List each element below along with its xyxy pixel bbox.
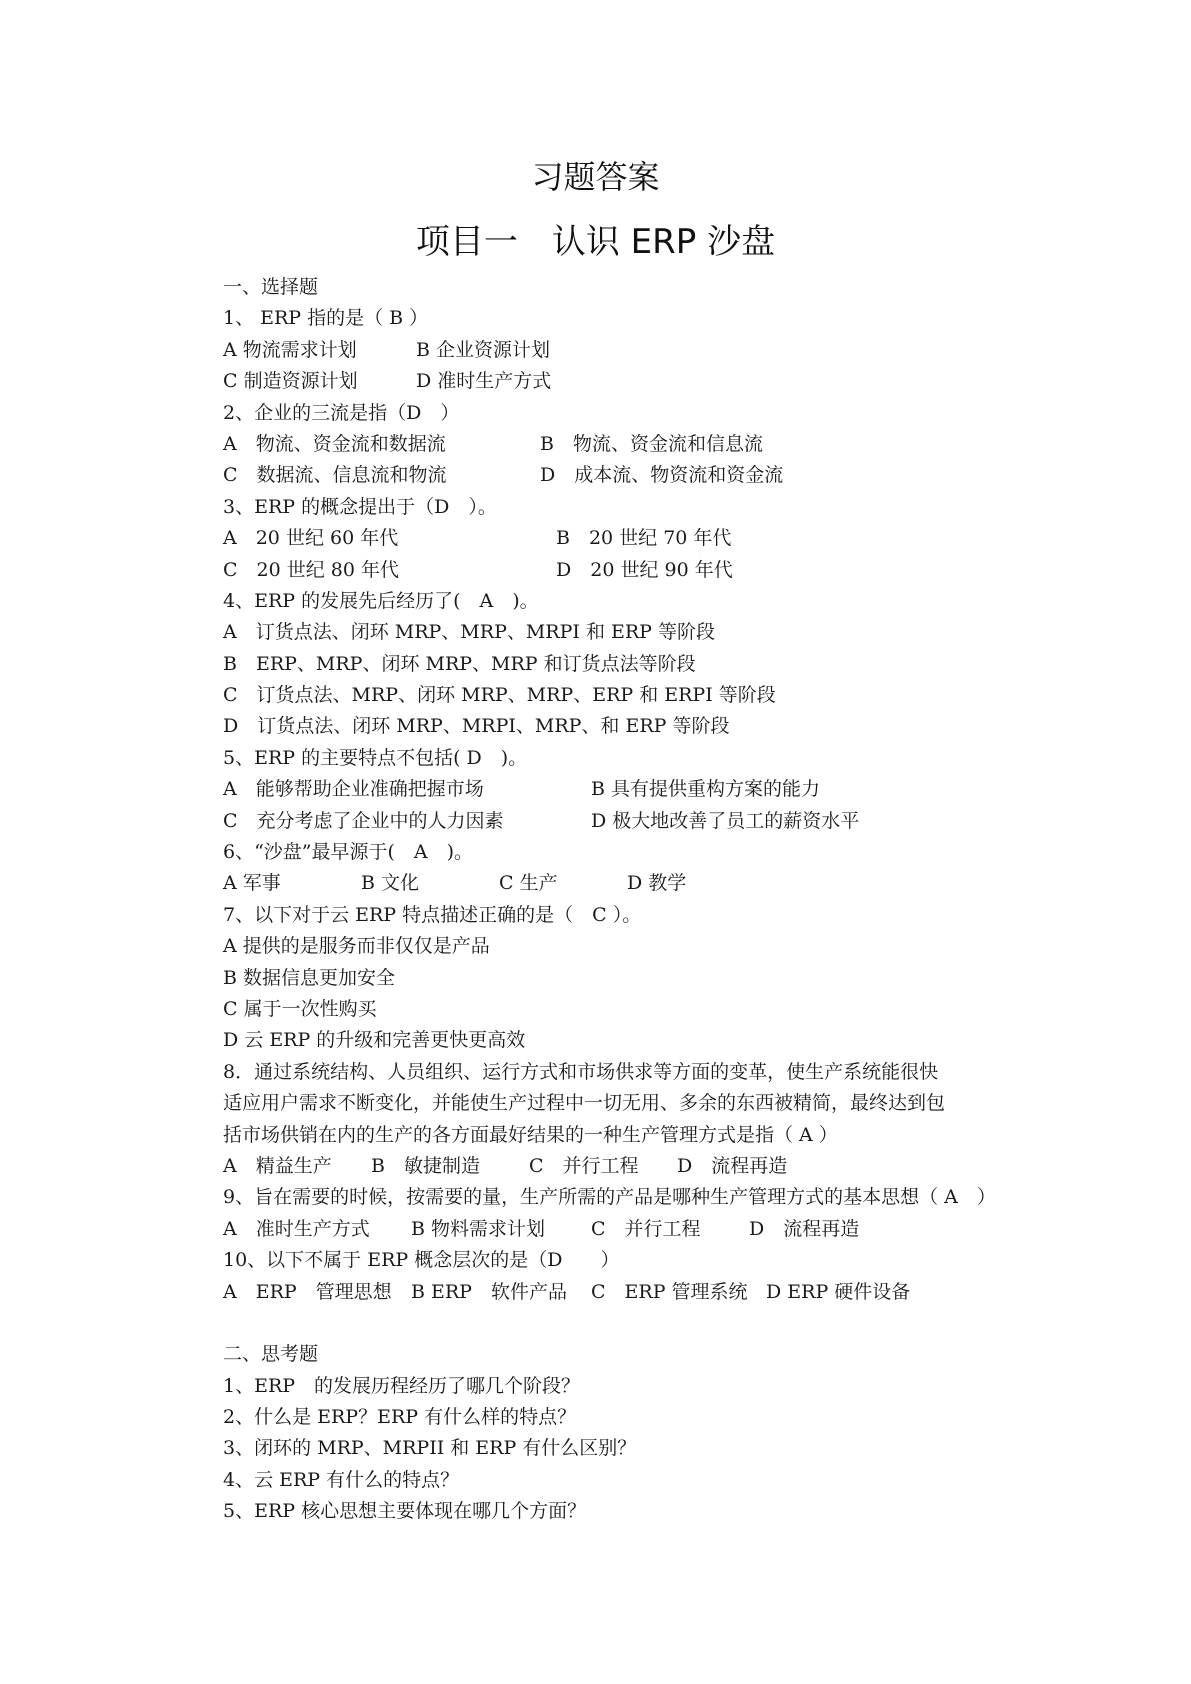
section-heading-thinking: 二、思考题	[223, 1343, 319, 1366]
options-row	[223, 1214, 1023, 1245]
option-text: D 订货点法、闭环 MRP、MRPI、MRP、和 ERP 等阶段	[223, 715, 730, 738]
option-text: A 20 世纪 60 年代	[223, 527, 399, 550]
question-7: 7、以下对于云 ERP 特点描述正确的是（ C ）。	[223, 903, 642, 926]
options-row	[223, 429, 1023, 460]
question-8-line: 适应用户需求不断变化，并能使生产过程中一切无用、多余的东西被精简，最终达到包	[223, 1092, 946, 1115]
option-text: C 并行工程	[591, 1217, 701, 1240]
option-text: D 极大地改善了员工的薪资水平	[591, 809, 860, 832]
question-8-line: 8．通过系统结构、人员组织、运行方式和市场供求等方面的变革，使生产系统能很快	[223, 1060, 939, 1083]
option-text: D ERP 硬件设备	[766, 1280, 911, 1303]
option-text: B 数据信息更加安全	[223, 966, 396, 989]
option-text: C 制造资源计划	[223, 370, 358, 393]
option-text: A ERP 管理思想	[223, 1280, 392, 1303]
option-text: D 流程再造	[749, 1217, 860, 1240]
option-text: A 提供的是服务而非仅仅是产品	[223, 935, 490, 958]
option-text: C ERP 管理系统	[591, 1280, 748, 1303]
option-text: A 精益生产	[223, 1154, 332, 1177]
options-row	[223, 868, 1023, 899]
option-text: C 充分考虑了企业中的人力因素	[223, 809, 504, 832]
option-text: D 流程再造	[677, 1154, 788, 1177]
option-text: D 教学	[627, 872, 687, 895]
option-text: A 能够帮助企业准确把握市场	[223, 778, 484, 801]
spacer	[223, 1308, 1023, 1339]
question-10: 10、以下不属于 ERP 概念层次的是（D ）	[223, 1249, 620, 1272]
thinking-question: 4、云 ERP 有什么的特点？	[223, 1468, 460, 1491]
options-row	[223, 523, 1023, 554]
option-text: B 20 世纪 70 年代	[556, 527, 732, 550]
thinking-question: 3、闭环的 MRP、MRPII 和 ERP 有什么区别？	[223, 1437, 637, 1460]
option-text: D 20 世纪 90 年代	[556, 558, 733, 581]
option-text: C 20 世纪 80 年代	[223, 558, 400, 581]
option-text: A 物流需求计划	[223, 338, 357, 361]
option-text: A 军事	[223, 872, 281, 895]
question-9: 9、旨在需要的时候，按需要的量，生产所需的产品是哪种生产管理方式的基本思想（ A ）	[223, 1186, 996, 1209]
question-1: 1、 ERP 指的是（ B ）	[223, 307, 429, 330]
option-text: A 准时生产方式	[223, 1217, 370, 1240]
option-text: B 具有提供重构方案的能力	[591, 778, 821, 801]
options-row	[223, 1277, 1023, 1308]
document-title: 习题答案	[531, 158, 660, 196]
option-text: C 生产	[499, 872, 558, 895]
question-8-line: 括市场供销在内的生产的各方面最好结果的一种生产管理方式是指（ A ）	[223, 1123, 838, 1146]
option-text: C 数据流、信息流和物流	[223, 464, 447, 487]
option-text: D 成本流、物资流和资金流	[540, 464, 784, 487]
option-text: C 属于一次性购买	[223, 997, 377, 1020]
option-text: C 订货点法、MRP、闭环 MRP、MRP、ERP 和 ERPI 等阶段	[223, 684, 776, 707]
options-row	[223, 806, 1023, 837]
option-text: A 订货点法、闭环 MRP、MRP、MRPI 和 ERP 等阶段	[223, 621, 715, 644]
options-row	[223, 335, 1023, 366]
options-row	[223, 555, 1023, 586]
option-text: B ERP、MRP、闭环 MRP、MRP 和订货点法等阶段	[223, 652, 696, 675]
thinking-question: 1、ERP 的发展历程经历了哪几个阶段？	[223, 1374, 581, 1397]
option-text: B 物流、资金流和信息流	[540, 432, 763, 455]
document-subtitle: 项目一 认识 ERP 沙盘	[415, 222, 776, 262]
thinking-question: 2、什么是 ERP？ERP 有什么样的特点？	[223, 1406, 577, 1429]
option-text: D 准时生产方式	[416, 370, 552, 393]
option-text: B 文化	[361, 872, 420, 895]
options-row	[223, 1151, 1023, 1182]
question-4: 4、ERP 的发展先后经历了( A )。	[223, 589, 539, 612]
options-row	[223, 366, 1023, 397]
question-2: 2、企业的三流是指（D ）	[223, 401, 460, 424]
option-text: D 云 ERP 的升级和完善更快更高效	[223, 1029, 526, 1052]
option-text: B 企业资源计划	[416, 338, 551, 361]
option-text: B ERP 软件产品	[411, 1280, 567, 1303]
document-body	[223, 272, 1023, 1528]
option-text: A 物流、资金流和数据流	[223, 432, 446, 455]
options-row	[223, 774, 1023, 805]
thinking-question: 5、ERP 核心思想主要体现在哪几个方面？	[223, 1500, 587, 1523]
options-row	[223, 460, 1023, 491]
option-text: B 敏捷制造	[371, 1154, 480, 1177]
question-6: 6、“沙盘”最早源于( A )。	[223, 841, 474, 864]
question-3: 3、ERP 的概念提出于（D ）。	[223, 495, 497, 518]
option-text: C 并行工程	[529, 1154, 639, 1177]
option-text: B 物料需求计划	[411, 1217, 546, 1240]
section-heading-choice: 一、选择题	[223, 276, 319, 298]
question-5: 5、ERP 的主要特点不包括( D )。	[223, 746, 528, 769]
